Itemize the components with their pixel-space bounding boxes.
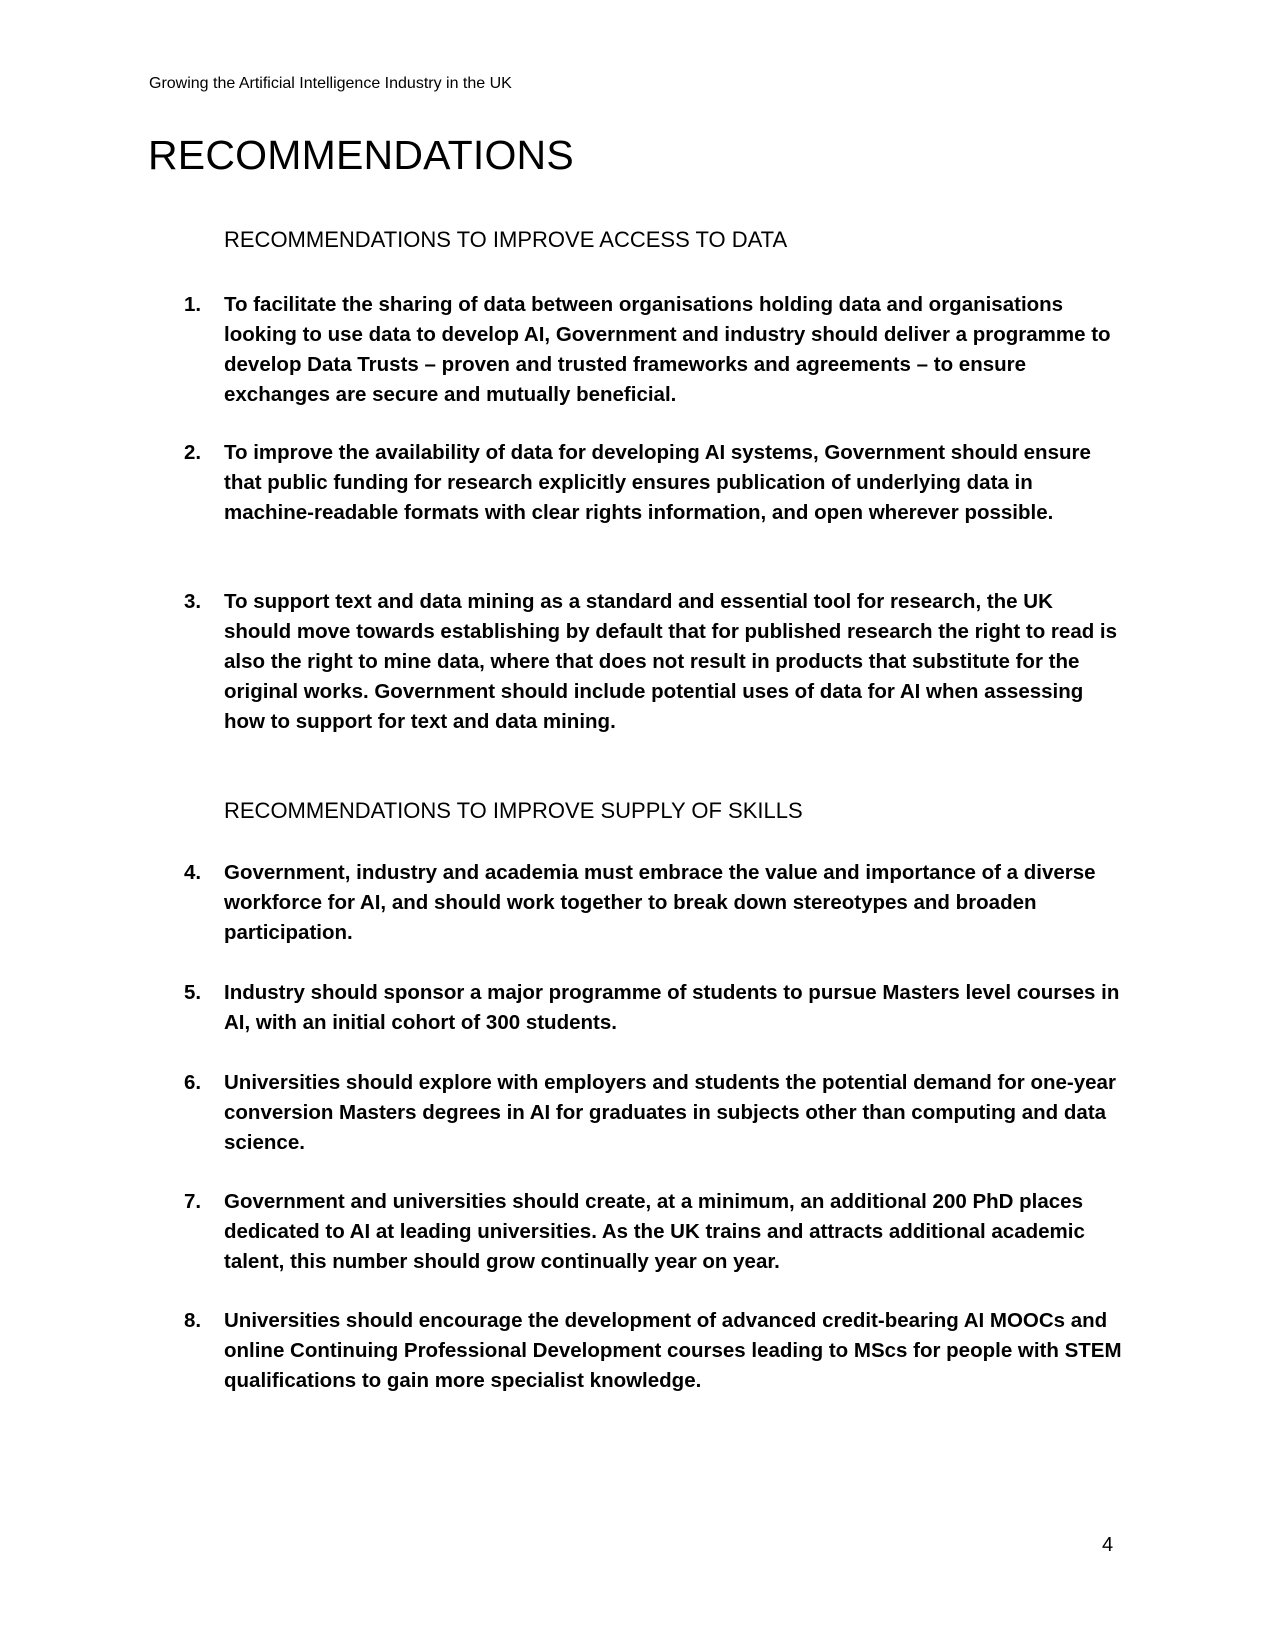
- recommendation-number: 8.: [184, 1309, 202, 1332]
- recommendation-number: 1.: [184, 293, 202, 316]
- recommendation-number: 5.: [184, 981, 202, 1004]
- recommendation-item-4: [184, 858, 1124, 948]
- recommendation-number: 7.: [184, 1190, 202, 1213]
- recommendation-text: Government, industry and academia must embrace the value and importance of a diverse workforce for AI, and should work together to break down stereotypes and broaden participation.: [224, 861, 1096, 944]
- recommendation-number: 6.: [184, 1071, 202, 1094]
- recommendation-text: Universities should encourage the development of advanced credit-bearing AI MOOCs and online Continuing Professional Development courses leading to MScs for people with STEM qualifications to gain more specialist knowledge.: [224, 1309, 1122, 1392]
- recommendation-item-5: [184, 978, 1124, 1038]
- recommendation-item-7: [184, 1187, 1124, 1277]
- recommendation-text: To facilitate the sharing of data between organisations holding data and organisations looking to use data to develop AI, Government and industry should deliver a programme to develop Data Trusts – proven and trusted frameworks and agreements – to ensure exchanges are secure and mutually beneficial.: [224, 293, 1111, 406]
- recommendation-text: Government and universities should create, at a minimum, an additional 200 PhD places dedicated to AI at leading universities. As the UK trains and attracts additional academic talent, this number should grow continually year on year.: [224, 1190, 1085, 1273]
- recommendation-text: To support text and data mining as a standard and essential tool for research, the UK should move towards establishing by default that for published research the right to read is also the right to mine data, where that does not result in products that substitute for the original works. Government should include potential uses of data for AI when assessing how to support for text and data mining.: [224, 590, 1118, 733]
- recommendation-text: Universities should explore with employers and students the potential demand for one-year conversion Masters degrees in AI for graduates in subjects other than computing and data science.: [224, 1071, 1116, 1154]
- recommendation-text: Industry should sponsor a major programme of students to pursue Masters level courses in AI, with an initial cohort of 300 students.: [224, 981, 1120, 1034]
- page-title: RECOMMENDATIONS: [148, 132, 574, 178]
- recommendation-item-6: [184, 1068, 1124, 1158]
- recommendation-item-2: [184, 438, 1124, 528]
- recommendation-item-1: [184, 290, 1124, 410]
- recommendation-text: To improve the availability of data for developing AI systems, Government should ensure that public funding for research explicitly ensures publication of underlying data in machine-readable formats with clear rights information, and open wherever possible.: [224, 441, 1091, 524]
- section-heading-data-access: RECOMMENDATIONS TO IMPROVE ACCESS TO DATA: [224, 227, 788, 252]
- recommendation-number: 2.: [184, 441, 202, 464]
- page-number: 4: [1102, 1534, 1114, 1556]
- recommendation-item-8: [184, 1306, 1124, 1396]
- section-heading-skills-supply: RECOMMENDATIONS TO IMPROVE SUPPLY OF SKILLS: [224, 798, 803, 823]
- recommendation-item-3: [184, 587, 1124, 737]
- recommendation-number: 3.: [184, 590, 202, 613]
- recommendation-number: 4.: [184, 861, 202, 884]
- running-header: Growing the Artificial Intelligence Industry in the UK: [149, 75, 512, 92]
